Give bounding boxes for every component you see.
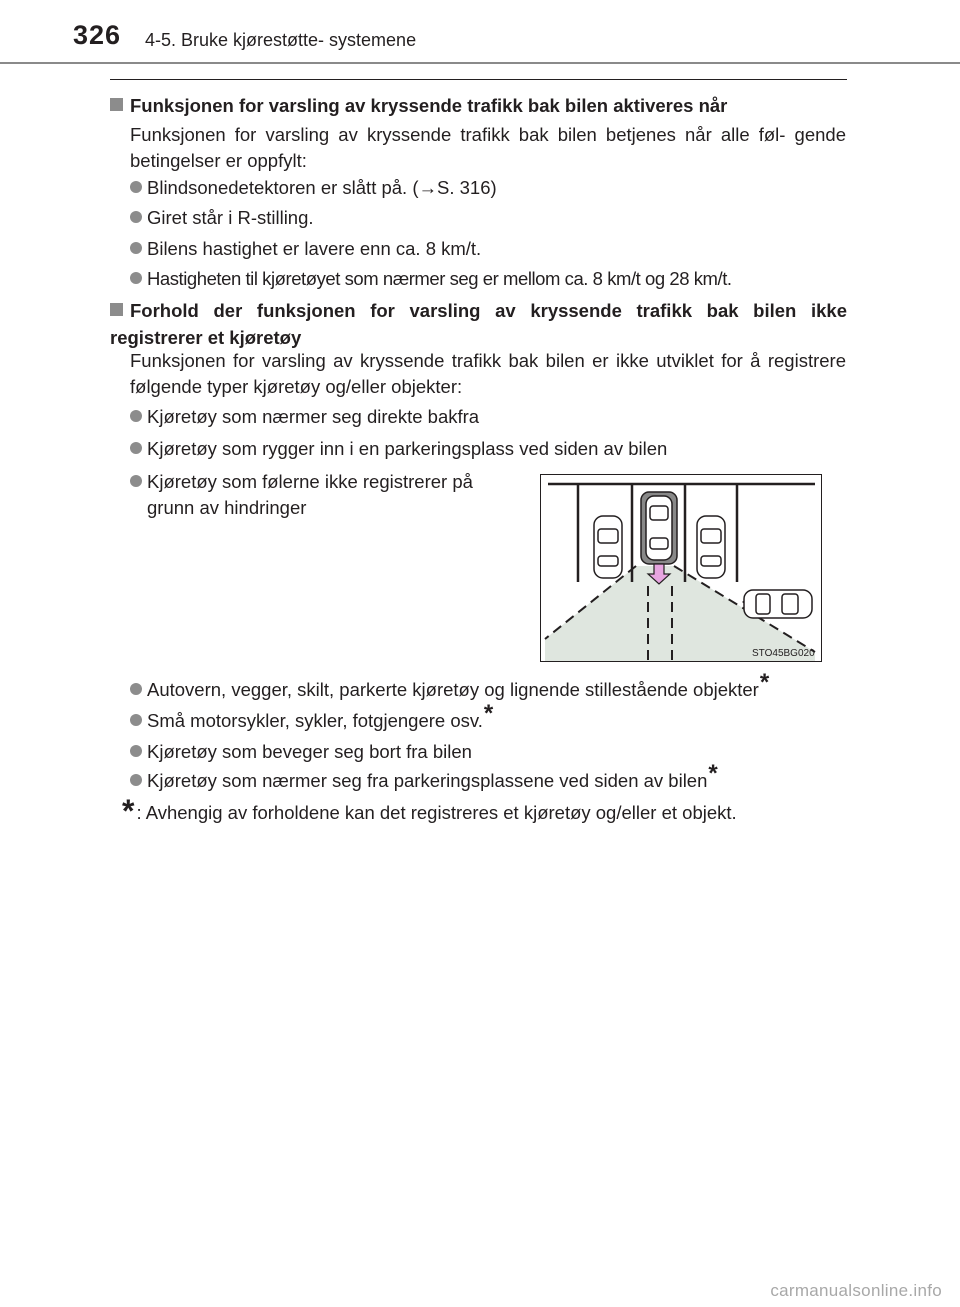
list-item: Kjøretøy som beveger seg bort fra bilen bbox=[130, 739, 472, 765]
round-bullet-icon bbox=[130, 475, 142, 487]
round-bullet-icon bbox=[130, 442, 142, 454]
footnote: * : Avhengig av forholdene kan det registreres et kjøretøy og/eller et objekt. bbox=[122, 793, 737, 829]
parked-car-left bbox=[594, 516, 622, 578]
intro-paragraph-activation: Funksjonen for varsling av kryssende trafikk bak bilen betjenes når alle føl- gende betingelser er oppfylt: bbox=[130, 124, 846, 171]
header-rule bbox=[0, 62, 960, 64]
round-bullet-icon bbox=[130, 242, 142, 254]
square-bullet-icon bbox=[110, 98, 123, 111]
round-bullet-icon bbox=[130, 211, 142, 223]
footnote-marker: * bbox=[483, 700, 494, 727]
list-item: Kjøretøy som følerne ikke registrerer på grunn av hindringer bbox=[130, 469, 520, 521]
section-heading-limitations bbox=[110, 297, 847, 351]
list-item: Kjøretøy som nærmer seg direkte bakfra bbox=[130, 404, 479, 430]
parked-car-right bbox=[697, 516, 725, 578]
section-heading-activation bbox=[110, 92, 870, 119]
list-item: Autovern, vegger, skilt, parkerte kjøretøy og lignende stillestående objekter* bbox=[130, 677, 769, 703]
square-bullet-icon bbox=[110, 303, 123, 316]
list-item: Hastigheten til kjøretøyet som nærmer seg er mellom ca. 8 km/t og 28 km/t. bbox=[130, 266, 732, 292]
round-bullet-icon bbox=[130, 745, 142, 757]
running-header: 4-5. Bruke kjørestøtte- systemene bbox=[145, 30, 417, 50]
approaching-car bbox=[744, 590, 812, 618]
list-item: Blindsonedetektoren er slått på. (→S. 316) bbox=[130, 175, 497, 201]
round-bullet-icon bbox=[130, 714, 142, 726]
footnote-marker: * bbox=[759, 669, 770, 696]
own-car bbox=[641, 492, 677, 564]
heading-text: Forhold der funksjonen for varsling av kryssende trafikk bak bilen ikke registrerer et kjøretøy bbox=[110, 300, 847, 348]
round-bullet-icon bbox=[130, 272, 142, 284]
list-item: Kjøretøy som nærmer seg fra parkeringsplassene ved siden av bilen* bbox=[130, 768, 718, 794]
figure-code: STO45BG020 bbox=[752, 648, 815, 659]
list-item: Kjøretøy som rygger inn i en parkeringsplass ved siden av bilen bbox=[130, 436, 667, 462]
parking-detection-figure bbox=[540, 474, 822, 662]
round-bullet-icon bbox=[130, 181, 142, 193]
list-item: Bilens hastighet er lavere enn ca. 8 km/t. bbox=[130, 236, 481, 262]
watermark: carmanualsonline.info bbox=[770, 1281, 942, 1300]
section-rule bbox=[110, 79, 847, 80]
footnote-marker: * bbox=[708, 760, 718, 787]
page-number: 326 bbox=[73, 20, 122, 50]
heading-text: Funksjonen for varsling av kryssende trafikk bak bilen aktiveres når bbox=[130, 95, 728, 116]
round-bullet-icon bbox=[130, 410, 142, 422]
list-item: Små motorsykler, sykler, fotgjengere osv.* bbox=[130, 708, 493, 734]
round-bullet-icon bbox=[130, 683, 142, 695]
intro-paragraph-limitations: Funksjonen for varsling av kryssende trafikk bak bilen er ikke utviklet for å registrere følgende typer kjøretøy og/eller objekter: bbox=[130, 350, 846, 397]
list-item: Giret står i R-stilling. bbox=[130, 205, 314, 231]
round-bullet-icon bbox=[130, 774, 142, 786]
